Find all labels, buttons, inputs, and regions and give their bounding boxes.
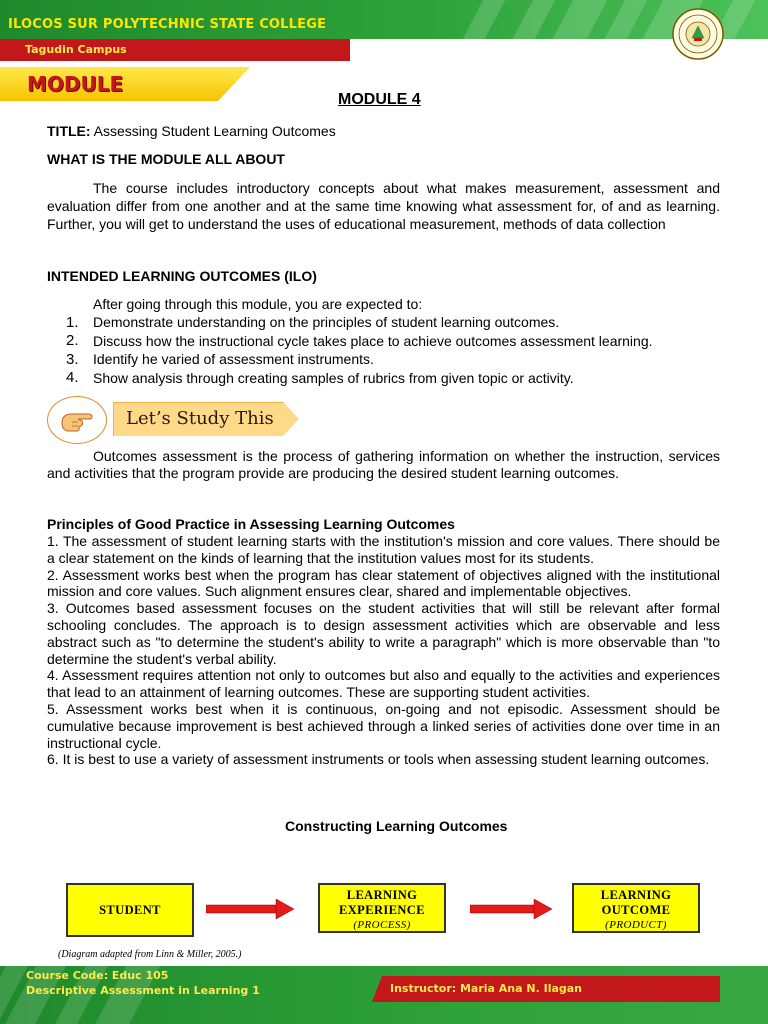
outcomes-paragraph: Outcomes assessment is the process of gathering information on whether the instruction, services and activities that the program provide are producing the desired student learning outcomes. — [47, 448, 720, 481]
list-item — [66, 350, 746, 369]
ilo-text: Show analysis through creating samples of rubrics from given topic or activity. — [93, 369, 574, 386]
diagram-box-text: STUDENT — [99, 903, 161, 917]
diagram-heading: Constructing Learning Outcomes — [285, 818, 508, 834]
diagram-arrow — [470, 899, 560, 919]
ilo-number: 2. — [66, 332, 79, 350]
list-item — [66, 313, 746, 332]
ilo-intro: After going through this module, you are expected to: — [93, 296, 423, 312]
ilo-text: Identify he varied of assessment instruments. — [93, 351, 374, 368]
pointing-hand-icon — [48, 397, 106, 443]
diagram-box-subtext: (PRODUCT) — [605, 919, 667, 931]
list-item: 1. The assessment of student learning starts with the institution's mission and core values. There should be a clear statement on the kinds of learning that the institution values most for its students. — [47, 533, 720, 566]
list-item — [66, 332, 746, 351]
list-item — [66, 369, 746, 388]
diagram-box-student — [66, 883, 194, 937]
module-number: MODULE 4 — [338, 91, 421, 108]
ilo-heading: INTENDED LEARNING OUTCOMES (ILO) — [47, 268, 317, 284]
diagram-box-text: LEARNING — [600, 888, 672, 902]
module-tab-label: MODULE — [27, 72, 124, 96]
diagram-arrow — [206, 899, 296, 919]
list-item: 4. Assessment requires attention not only to outcomes but also and equally to the activities and experiences that lead to an attainment of learning outcomes. These are supporting student activities. — [47, 667, 720, 701]
ilo-number: 3. — [66, 350, 79, 368]
principles-list — [47, 533, 720, 768]
diagram-box-text: OUTCOME — [601, 903, 671, 917]
diagram-box-subtext: (PROCESS) — [353, 919, 411, 931]
list-item: 3. Outcomes based assessment focuses on the student activities that will still be relevant after formal schooling concludes. The approach is to design assessment activities which are observable and less abstract such as "to determine the student's ability to write a paragraph" which is more observable than "to determine the student's verbal ability. — [47, 600, 720, 667]
school-name: ILOCOS SUR POLYTECHNIC STATE COLLEGE — [8, 17, 327, 32]
diagram-box-learning-outcome — [572, 883, 700, 933]
college-seal-logo — [672, 8, 724, 60]
list-item: 6. It is best to use a variety of assessment instruments or tools when assessing student learning outcomes. — [47, 751, 710, 768]
ilo-list — [66, 313, 746, 387]
about-body: The course includes introductory concepts about what makes measurement, assessment and evaluation differ from one another and at the same time knowing what assessment for, of and as learning. Further, you will get to understand the uses of educational measurement, methods of data collection — [47, 180, 720, 232]
title-label: TITLE: — [47, 123, 91, 139]
study-icon-circle — [47, 396, 107, 444]
diagram-box-learning-experience — [318, 883, 446, 933]
ilo-number: 1. — [66, 313, 79, 331]
list-item: 2. Assessment works best when the program has clear statement of objectives aligned with the institutional mission and core values. Such alignment ensures clear, shared and implementable objectives. — [47, 566, 720, 600]
study-banner-label: Let’s Study This — [126, 408, 274, 429]
principles-heading: Principles of Good Practice in Assessing Learning Outcomes — [47, 516, 455, 532]
about-heading: WHAT IS THE MODULE ALL ABOUT — [47, 151, 285, 167]
diagram-box-text: EXPERIENCE — [339, 903, 425, 917]
diagram-caption: (Diagram adapted from Linn & Miller, 2005.) — [58, 949, 242, 960]
course-code: Course Code: Educ 105 — [26, 969, 169, 982]
title-value: Assessing Student Learning Outcomes — [93, 123, 336, 139]
course-title: Descriptive Assessment in Learning 1 — [26, 984, 260, 997]
campus-name: Tagudin Campus — [25, 43, 127, 56]
ilo-text: Discuss how the instructional cycle takes place to achieve outcomes assessment learning. — [93, 332, 653, 349]
instructor-name: Instructor: Maria Ana N. Ilagan — [390, 982, 583, 995]
title-line — [47, 123, 336, 140]
ilo-number: 4. — [66, 369, 79, 387]
ilo-text: Demonstrate understanding on the principles of student learning outcomes. — [93, 314, 560, 331]
list-item: 5. Assessment works best when it is continuous, on-going and not episodic. Assessment should be cumulative because improvement is best achieved through a linked series of activities done over time in an instructional cycle. — [47, 700, 720, 751]
diagram-box-text: LEARNING — [346, 888, 418, 902]
